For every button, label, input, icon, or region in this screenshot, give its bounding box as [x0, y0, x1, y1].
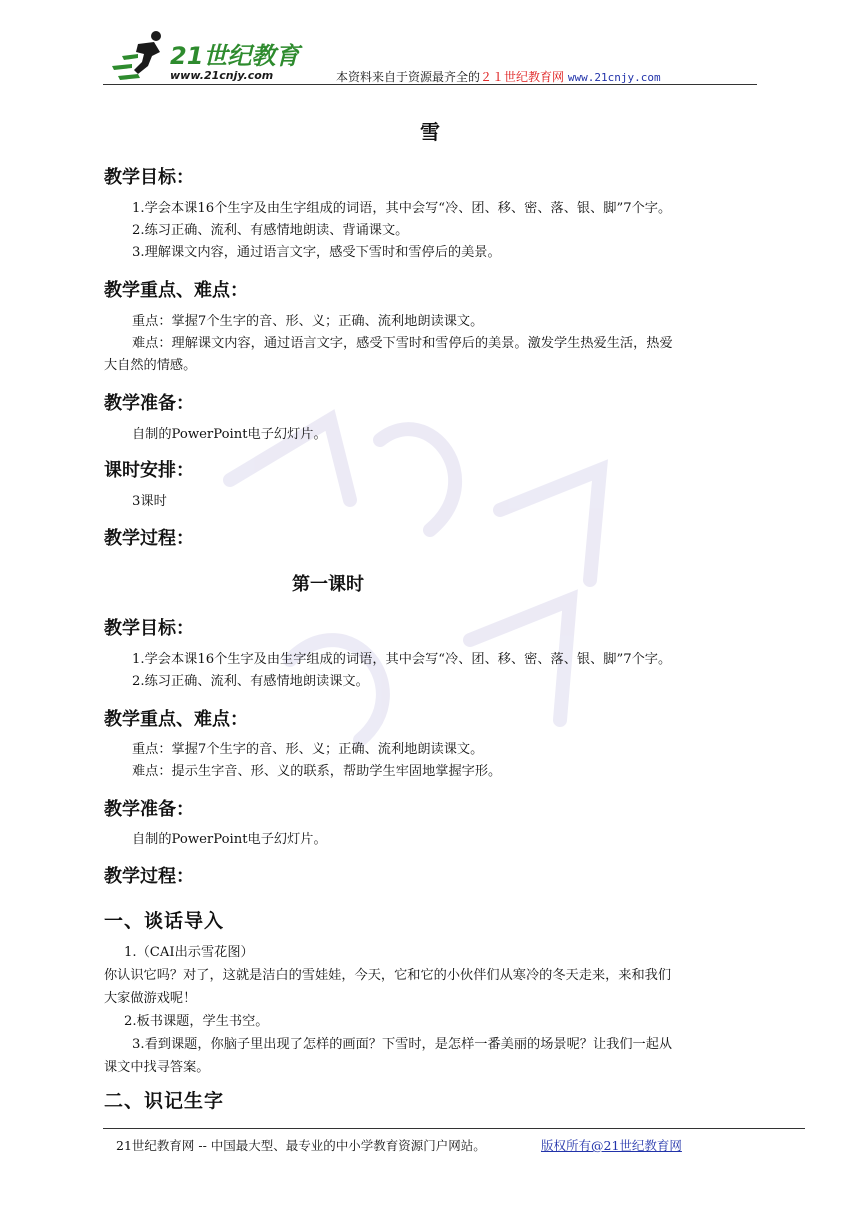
schedule-heading: 课时安排：: [104, 460, 194, 481]
footer-divider: [103, 1128, 805, 1129]
keypoints-heading: 教学重点、难点：: [104, 280, 248, 301]
header-divider: [103, 84, 757, 85]
step-item: 3.看到课题，你脑子里出现了怎样的画面？下雪时，是怎样一番美丽的场景呢？让我们一起从: [132, 1037, 673, 1052]
footer-copyright-link[interactable]: 版权所有@21世纪教育网: [541, 1138, 682, 1153]
lesson-difficulty-text: 难点：提示生字音、形、义的联系，帮助学生牢固地掌握字形。: [132, 764, 502, 779]
document-title: 雪: [420, 120, 440, 144]
lesson-goals-heading: 教学目标：: [104, 618, 194, 639]
source-brand: ２１世纪教育网: [480, 70, 565, 84]
keypoint-text: 重点：掌握7个生字的音、形、义；正确、流利地朗读课文。: [132, 314, 484, 329]
prep-text: 自制的PowerPoint电子幻灯片。: [132, 427, 327, 442]
step-item: 1.（CAI出示雪花图）: [124, 945, 254, 960]
runner-icon: [112, 31, 161, 80]
logo-url: www.21cnjy.com: [170, 69, 274, 82]
section-heading: 二、识记生字: [104, 1090, 225, 1112]
goals-heading: 教学目标：: [104, 167, 194, 188]
lesson-prep-heading: 教学准备：: [104, 799, 194, 820]
lesson-heading: 第一课时: [292, 574, 364, 595]
step-item: 2.板书课题，学生书空。: [124, 1014, 269, 1029]
lesson-keypoints-heading: 教学重点、难点：: [104, 709, 248, 730]
step-item-cont: 课文中找寻答案。: [104, 1060, 210, 1075]
lesson-prep-text: 自制的PowerPoint电子幻灯片。: [132, 832, 327, 847]
difficulty-text: 难点：理解课文内容，通过语言文字，感受下雪时和雪停后的美景。激发学生热爱生活，热爱: [132, 336, 673, 351]
lesson-process-heading: 教学过程：: [104, 866, 194, 887]
lesson-goal-item: 1.学会本课16个生字及由生字组成的词语，其中会写“冷、团、移、密、落、银、脚”7个字。: [132, 652, 672, 667]
goal-item: 1.学会本课16个生字及由生字组成的词语，其中会写“冷、团、移、密、落、银、脚”7个字。: [132, 201, 672, 216]
schedule-text: 3课时: [132, 494, 167, 509]
site-logo: [108, 26, 308, 84]
lesson-keypoint-text: 重点：掌握7个生字的音、形、义；正确、流利地朗读课文。: [132, 742, 484, 757]
step-text: 你认识它吗？对了，这就是洁白的雪娃娃，今天，它和它的小伙伴们从寒冷的冬天走来，来和我们: [104, 968, 672, 983]
lesson-goal-item: 2.练习正确、流利、有感情地朗读课文。: [132, 674, 369, 689]
source-prefix: 本资料来自于资源最齐全的: [336, 70, 481, 84]
logo-text: 21世纪教育: [170, 42, 300, 70]
section-heading: 一、谈话导入: [104, 910, 225, 932]
goal-item: 2.练习正确、流利、有感情地朗读、背诵课文。: [132, 223, 409, 238]
goal-item: 3.理解课文内容，通过语言文字，感受下雪时和雪停后的美景。: [132, 245, 501, 260]
source-url[interactable]: www.21cnjy.com: [567, 71, 661, 84]
difficulty-text-cont: 大自然的情感。: [104, 358, 197, 373]
footer-text: 21世纪教育网 -- 中国最大型、最专业的中小学教育资源门户网站。: [116, 1138, 486, 1153]
header-source-line: [336, 68, 661, 85]
process-heading: 教学过程：: [104, 528, 194, 549]
prep-heading: 教学准备：: [104, 393, 194, 414]
step-text-cont: 大家做游戏呢！: [104, 991, 197, 1006]
